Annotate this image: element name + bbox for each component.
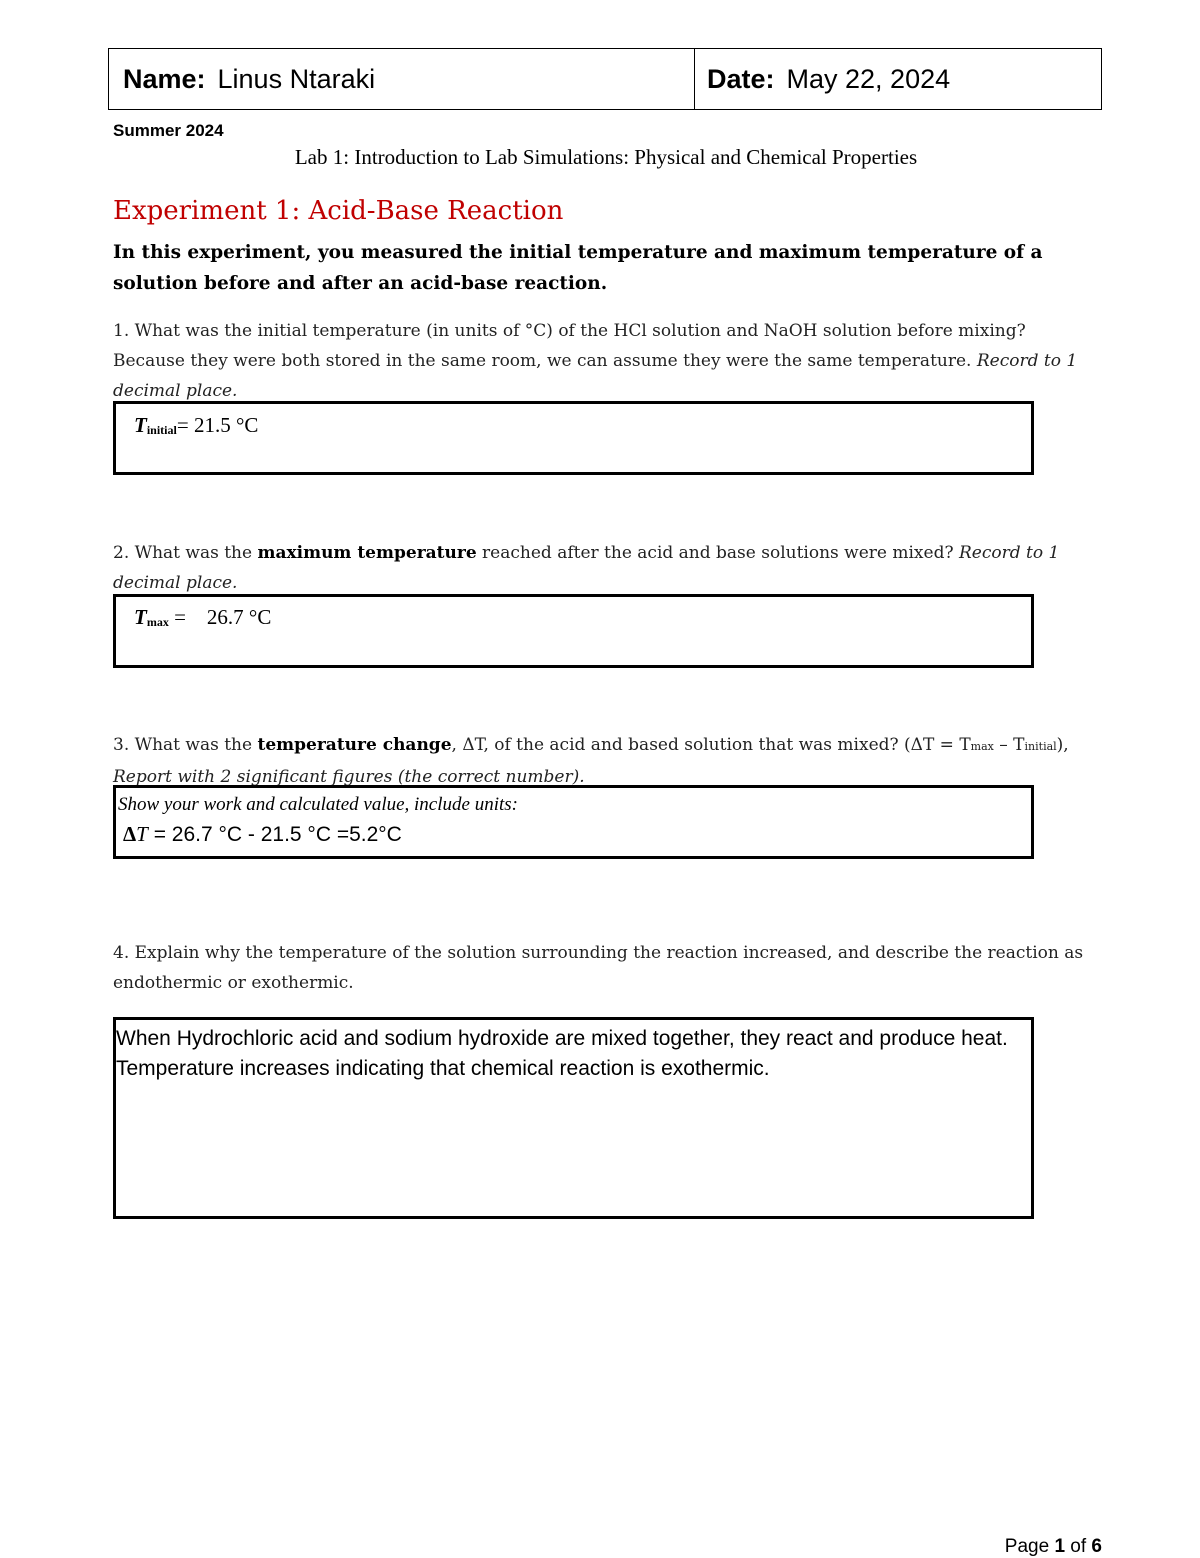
question-3-bold: temperature change bbox=[257, 735, 452, 755]
name-cell bbox=[109, 49, 695, 109]
date-value: May 22, 2024 bbox=[786, 63, 951, 94]
calc-T: T bbox=[136, 822, 148, 846]
page-of: of bbox=[1065, 1536, 1092, 1557]
question-2-instruction: Record to 1 decimal place. bbox=[113, 543, 1060, 593]
answer-box-4[interactable] bbox=[113, 1017, 1034, 1219]
answer-1 bbox=[134, 413, 258, 438]
answer-1-value: 21.5 °C bbox=[193, 413, 259, 437]
answer-2-eq: = bbox=[168, 605, 207, 629]
answer-2 bbox=[134, 605, 271, 630]
question-2-text-after: reached after the acid and base solutions were mixed? bbox=[476, 543, 959, 563]
question-2 bbox=[113, 538, 1103, 598]
answer-box-2[interactable] bbox=[113, 594, 1034, 668]
page-label: Page bbox=[1004, 1536, 1055, 1557]
page-total: 6 bbox=[1091, 1536, 1102, 1557]
date-cell bbox=[695, 49, 1101, 109]
work-calculation bbox=[123, 822, 402, 847]
lab-title: Lab 1: Introduction to Lab Simulations: Physical and Chemical Properties bbox=[294, 145, 918, 169]
question-3 bbox=[113, 730, 1103, 792]
answer-1-eq: = bbox=[176, 413, 194, 437]
question-1-text: 1. What was the initial temperature (in units of °C) of the HCl solution and NaOH solution before mixing? Because they were both stored in the same room, we can assume they were the same temperature. bbox=[113, 321, 1026, 371]
intro-paragraph: In this experiment, you measured the initial temperature and maximum temperature of a solution before and after an acid-base reaction. bbox=[113, 242, 1043, 294]
name-label: Name: bbox=[123, 63, 206, 94]
answer-2-symbol: T bbox=[134, 605, 147, 629]
question-2-text: 2. What was the bbox=[113, 543, 258, 563]
question-1-instruction: Record to 1 decimal place. bbox=[113, 351, 1078, 401]
work-label: Show your work and calculated value, include units: bbox=[118, 794, 518, 815]
question-3-end: ), bbox=[1056, 735, 1069, 755]
page-number bbox=[1005, 1536, 1102, 1558]
calc-value: = 26.7 °C - 21.5 °C =5.2°C bbox=[147, 823, 402, 846]
question-3-text: 3. What was the bbox=[113, 735, 258, 755]
calc-delta: Δ bbox=[123, 822, 137, 846]
answer-box-1[interactable] bbox=[113, 401, 1034, 475]
question-3-instruction: Report with 2 significant figures (the correct number). bbox=[113, 767, 585, 787]
question-3-sub-max: max bbox=[970, 740, 994, 753]
answer-4: When Hydrochloric acid and sodium hydroxide are mixed together, they react and produce heat. Temperature increases indicating that chemical reaction is exothermic. bbox=[116, 1027, 1008, 1080]
page-current: 1 bbox=[1054, 1536, 1066, 1557]
question-4: 4. Explain why the temperature of the solution surrounding the reaction increased, and describe the reaction as endothermic or exothermic. bbox=[113, 943, 1084, 993]
answer-1-symbol: T bbox=[134, 413, 147, 437]
answer-box-3[interactable] bbox=[113, 785, 1034, 859]
experiment-title: Experiment 1: Acid-Base Reaction bbox=[113, 196, 564, 226]
header-table bbox=[108, 48, 1102, 110]
question-1 bbox=[113, 316, 1103, 406]
question-3-minus: – T bbox=[993, 735, 1025, 755]
question-3-sub-initial: initial bbox=[1024, 740, 1057, 753]
name-value: Linus Ntaraki bbox=[217, 63, 376, 94]
question-2-bold: maximum temperature bbox=[257, 543, 477, 563]
answer-2-value: 26.7 °C bbox=[206, 605, 272, 629]
answer-1-sub: initial bbox=[146, 423, 177, 437]
question-3-text-after: , ΔT, of the acid and based solution that was mixed? (ΔT = T bbox=[451, 735, 971, 755]
term-label: Summer 2024 bbox=[113, 121, 224, 140]
answer-2-sub: max bbox=[146, 615, 169, 629]
date-label: Date: bbox=[707, 63, 775, 94]
